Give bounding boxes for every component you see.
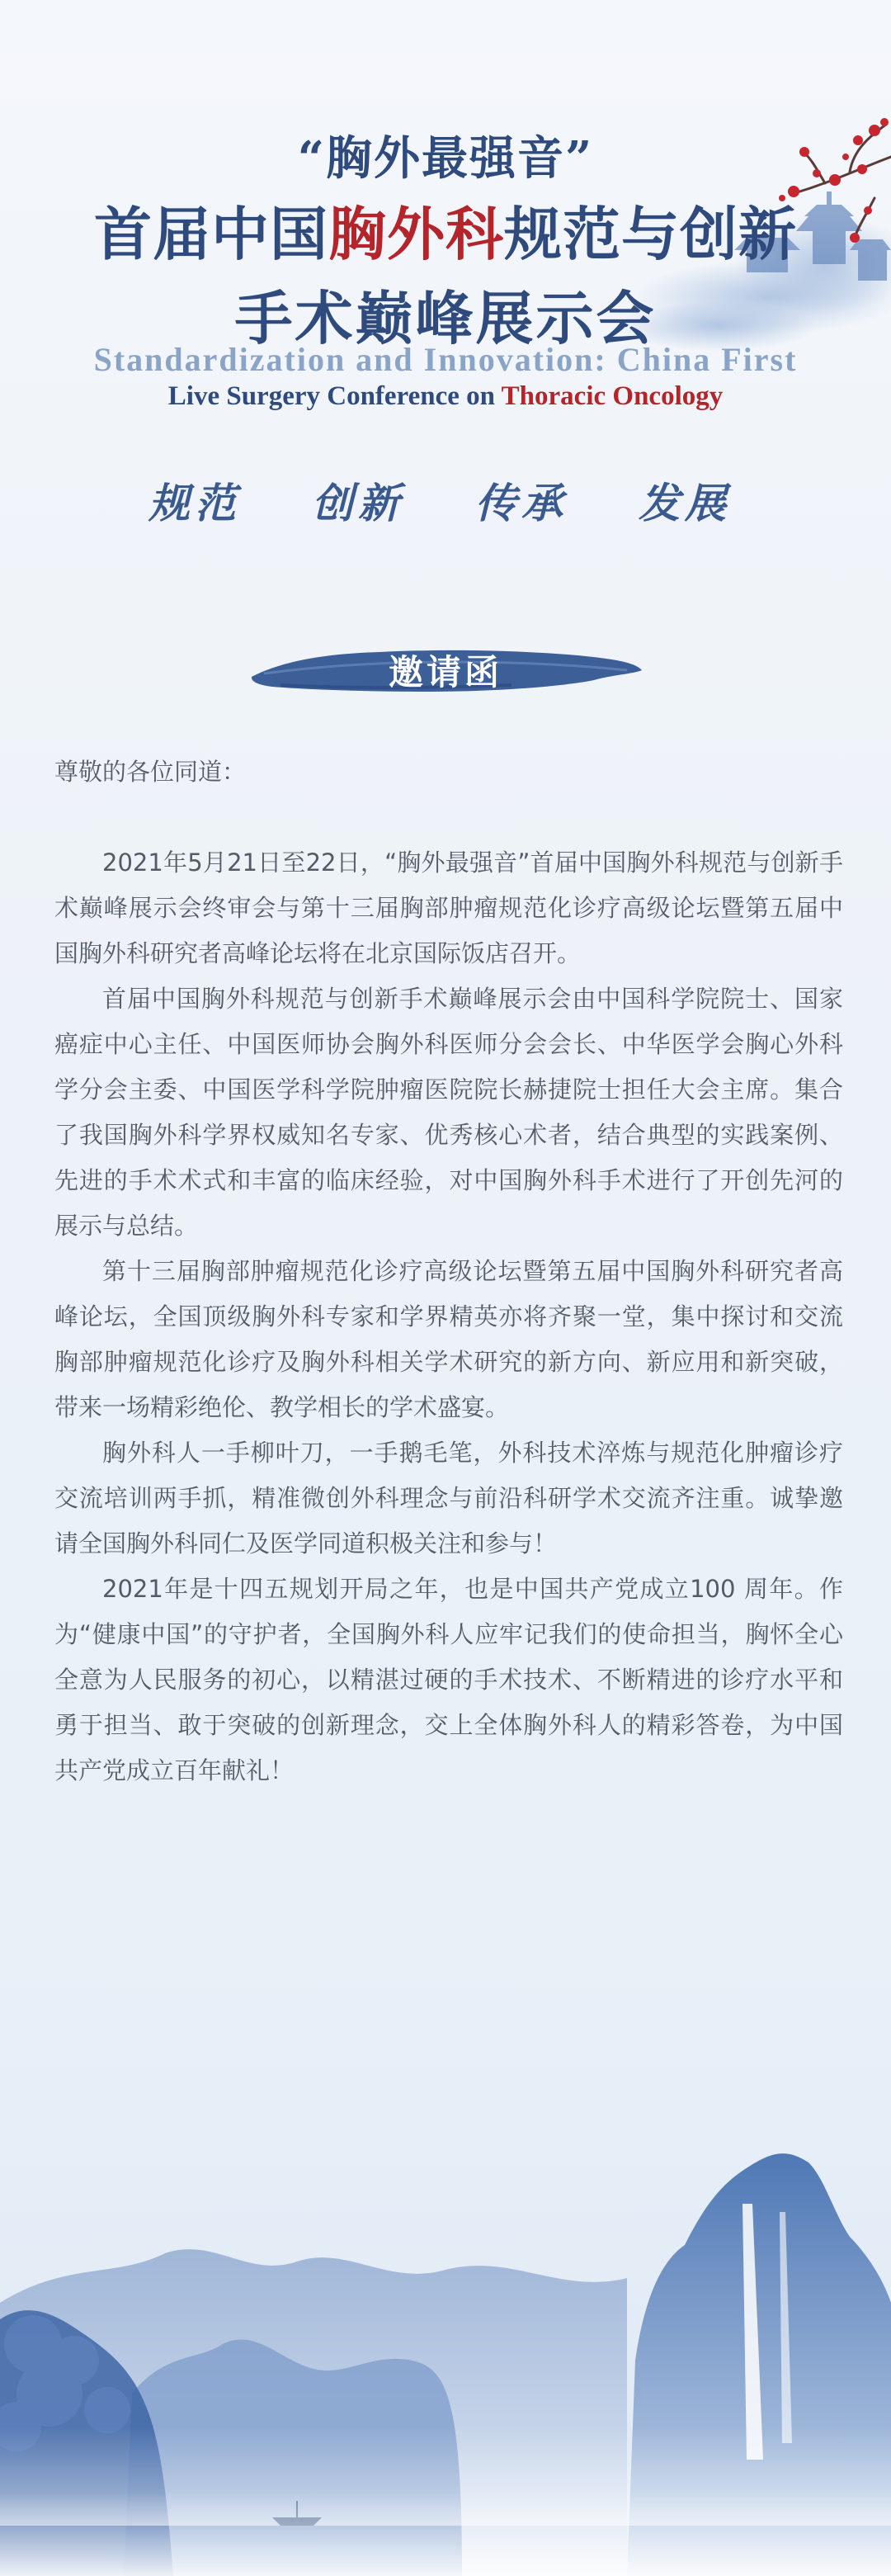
quote-title: “胸外最强音” (297, 131, 594, 186)
slogan-item: 发展 (639, 479, 731, 527)
main-title-line2: 手术巅峰展示会 (234, 284, 657, 352)
title-prefix: 首届中国 (94, 200, 328, 268)
title-highlight: 胸外科 (328, 200, 504, 268)
english-title-line2 (0, 381, 891, 412)
english-title-prefix: Live Surgery Conference on (167, 381, 502, 411)
english-title-highlight: Thoracic Oncology (501, 381, 724, 411)
invitation-title: 邀请函 (388, 652, 502, 692)
english-title-line1: Standardization and Innovation: China First (93, 341, 798, 378)
slogan-row (148, 470, 759, 528)
letter-greeting: 尊敬的各位同道： (54, 758, 247, 786)
letter-body (54, 749, 843, 1794)
slogan-item: 规范 (148, 479, 241, 527)
title-suffix: 规范与创新 (504, 200, 797, 268)
letter-paragraph: 首届中国胸外科规范与创新手术巅峰展示会由中国科学院院士、国家癌症中心主任、中国医师协会胸外科医师分会会长、中华医学会胸心外科学分会主委、中国医学科学院肿瘤医院院长赫捷院士担任大会主席。集合了我国胸外科学界权威知名专家、优秀核心术者，结合典型的实践案例、先进的手术术式和丰富的临床经验，对中国胸外科手术进行了开创先河的展示与总结。 (54, 985, 843, 1240)
letter-paragraph: 胸外科人一手柳叶刀，一手鹅毛笔，外科技术淬炼与规范化肿瘤诊疗交流培训两手抓，精准微创外科理念与前沿科研学术交流齐注重。诚挚邀请全国胸外科同仁及医学同道积极关注和参与！ (54, 1439, 843, 1557)
letter-paragraph: 第十三届胸部肿瘤规范化诊疗高级论坛暨第五届中国胸外科研究者高峰论坛，全国顶级胸外科专家和学界精英亦将齐聚一堂，集中探讨和交流胸部肿瘤规范化诊疗及胸外科相关学术研究的新方向、新应用和新突破，带来一场精彩绝伦、教学相长的学术盛宴。 (54, 1257, 843, 1421)
main-title-line1 (0, 188, 891, 272)
letter-paragraph: 2021年是十四五规划开局之年，也是中国共产党成立100 周年。作为“健康中国”的守护者，全国胸外科人应牢记我们的使命担当，胸怀全心全意为人民服务的初心，以精湛过硬的手术技术、不断精进的诊疗水平和勇于担当、敢于突破的创新理念，交上全体胸外科人的精彩答卷，为中国共产党成立百年献礼！ (54, 1575, 843, 1784)
letter-paragraph: 2021年5月21日至22日，“胸外最强音”首届中国胸外科规范与创新手术巅峰展示会终审会与第十三届胸部肿瘤规范化诊疗高级论坛暨第五届中国胸外科研究者高峰论坛将在北京国际饭店召开。 (54, 848, 843, 967)
ink-landscape-icon (0, 2113, 891, 2576)
slogan-item: 创新 (312, 479, 404, 527)
slogan-item: 传承 (475, 479, 568, 527)
